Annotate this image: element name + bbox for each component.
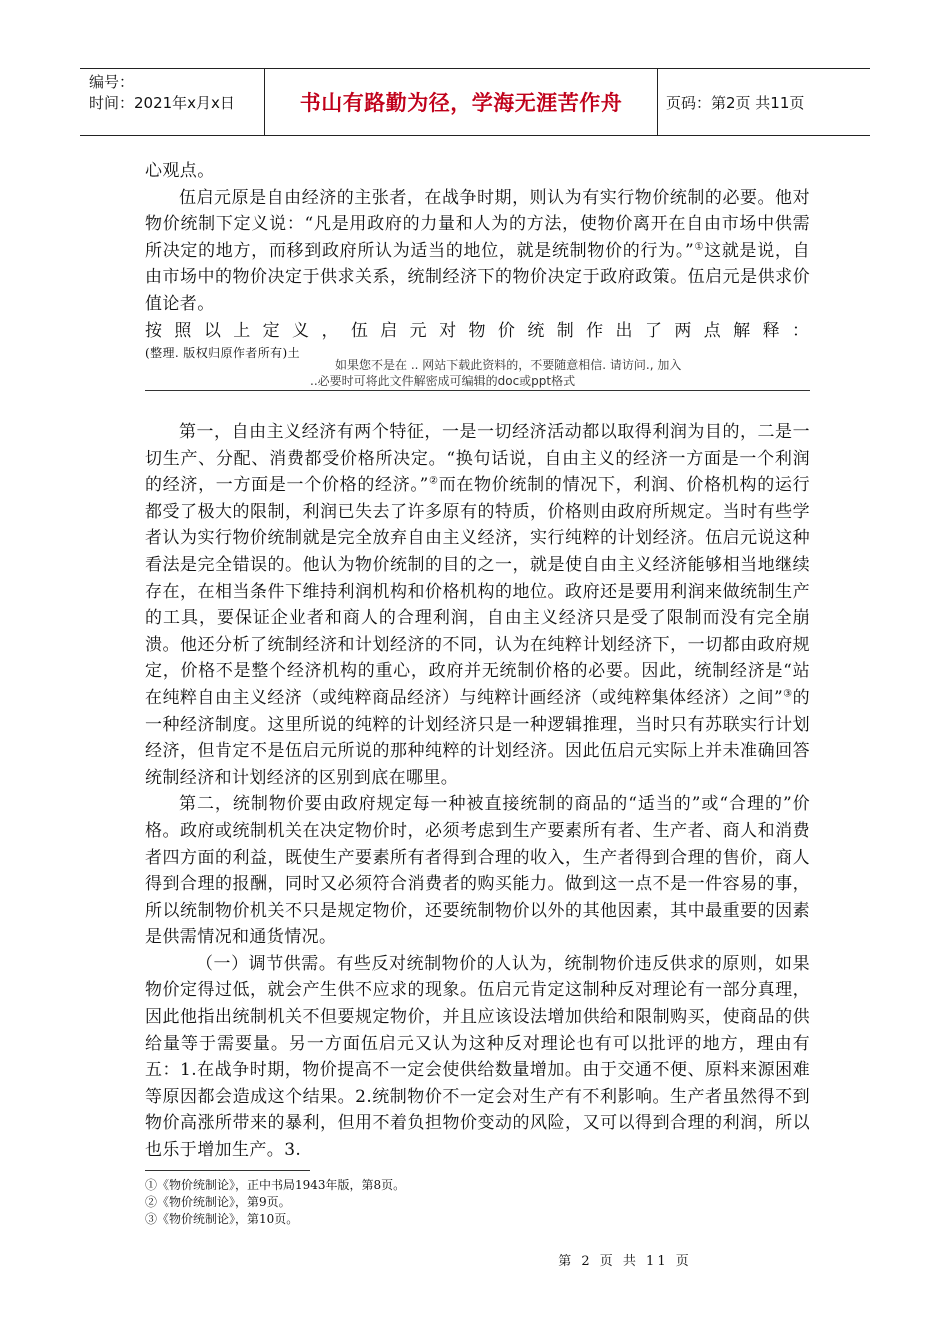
footnote-2: ②《物价统制论》，第9页。 [145, 1195, 291, 1209]
paragraph-supply-demand: （一）调节供需。有些反对统制物价的人认为，统制物价违反供求的原则，如果物价定得过低，就会产生供不应求的现象。伍启元肯定这制种反对理论有一部分真理，因此他指出统制机关不但要规定物价，并且应该设法增加供给和限制购买，使商品的供给量等于需要量。另一方面伍启元又认为这种反对理论也有可以批评的地方，理由有五：1.在战争时期，物价提高不一定会使供给数量增加。由于交通不便、原料来源困难等原因都会造成这个结果。2.统制物价不一定会对生产有不利影响。生产者虽然得不到物价高涨所带来的暴利，但用不着负担物价变动的风险，又可以得到合理的利润，所以也乐于增加生产。3. [145, 953, 810, 1161]
download-notice [145, 357, 810, 389]
notice-line-2: ..必要时可将此文件解密成可编辑的doc或ppt格式 [310, 374, 576, 388]
notice-divider [145, 390, 810, 391]
top-text-block [145, 158, 810, 362]
footer-page-number: 第 2 页 共 11 页 [558, 1254, 692, 1269]
footnote-3: ③《物价统制论》，第10页。 [145, 1212, 299, 1226]
page-header [80, 68, 870, 136]
footnote-divider [145, 1170, 310, 1171]
spread-line: 按照以上定义，伍启元对物价统制作出了两点解释： [145, 320, 810, 341]
header-time: 时间：2021年x月x日 [89, 94, 235, 112]
header-code: 编号： [89, 73, 135, 91]
page-footer [0, 1250, 950, 1269]
footnotes [145, 1177, 810, 1228]
header-meta [80, 69, 265, 135]
notice-line-1: 如果您不是在 .. 网站下载此资料的，不要随意相信. 请访问., 加入 [335, 358, 682, 372]
main-text-block [145, 419, 810, 1164]
copyright-note: (整理. 版权归原作者所有)土 [145, 346, 300, 361]
footnote-ref-3[interactable]: ③ [783, 688, 793, 700]
paragraph-definition: 伍启元原是自由经济的主张者，在战争时期，则认为有实行物价统制的必要。他对物价统制下定义说：“凡是用政府的力量和人为的方法，使物价离开在自由市场中供需所决定的地方，而移到政府所认为适当的地位，就是统制物价的行为。”①这就是说，自由市场中的物价决定于供求关系，统制经济下的物价决定于政府政策。伍启元是供求价值论者。 [145, 187, 811, 314]
paragraph-first: 第一，自由主义经济有两个特征，一是一切经济活动都以取得利润为目的，二是一切生产、分配、消费都受价格所决定。“换句话说，自由主义的经济一方面是一个利润的经济，一方面是一个价格的经济。”②而在物价统制的情况下，利润、价格机构的运行都受了极大的限制，利润已失去了许多原有的特质，价格则由政府所规定。当时有些学者认为实行物价统制就是完全放弃自由主义经济，实行纯粹的计划经济。伍启元说这种看法是完全错误的。他认为物价统制的目的之一，就是使自由主义经济能够相当地继续存在，在相当条件下维持利润机构和价格机构的地位。政府还是要用利润来做统制生产的工具，要保证企业者和商人的合理利润，自由主义经济只是受了限制而没有完全崩溃。他还分析了统制经济和计划经济的不同，认为在纯粹计划经济下，一切都由政府规定，价格不是整个经济机构的重心，政府并无统制价格的必要。因此，统制经济是“站在纯粹自由主义经济（或纯粹商品经济）与纯粹计画经济（或纯粹集体经济）之间”③的一种经济制度。这里所说的纯粹的计划经济只是一种逻辑推理，当时只有苏联实行计划经济，但肯定不是伍启元所说的那种纯粹的计划经济。因此伍启元实际上并未准确回答统制经济和计划经济的区别到底在哪里。 [145, 422, 810, 788]
footnote-ref-1[interactable]: ① [694, 241, 705, 253]
footnote-1: ①《物价统制论》，正中书局1943年版，第8页。 [145, 1178, 406, 1192]
footnote-ref-2[interactable]: ② [428, 475, 439, 487]
paragraph-fragment: 心观点。 [145, 161, 215, 181]
header-motto: 书山有路勤为径，学海无涯苦作舟 [265, 69, 658, 135]
paragraph-second: 第二，统制物价要由政府规定每一种被直接统制的商品的“适当的”或“合理的”价格。政府或统制机关在决定物价时，必须考虑到生产要素所有者、生产者、商人和消费者四方面的利益，既使生产要素所有者得到合理的收入，生产者得到合理的售价，商人得到合理的报酬，同时又必须符合消费者的购买能力。做到这一点不是一件容易的事，所以统制物价机关不只是规定物价，还要统制物价以外的其他因素，其中最重要的因素是供需情况和通货情况。 [145, 794, 810, 948]
header-page-info: 页码：第2页 共11页 [666, 93, 805, 112]
